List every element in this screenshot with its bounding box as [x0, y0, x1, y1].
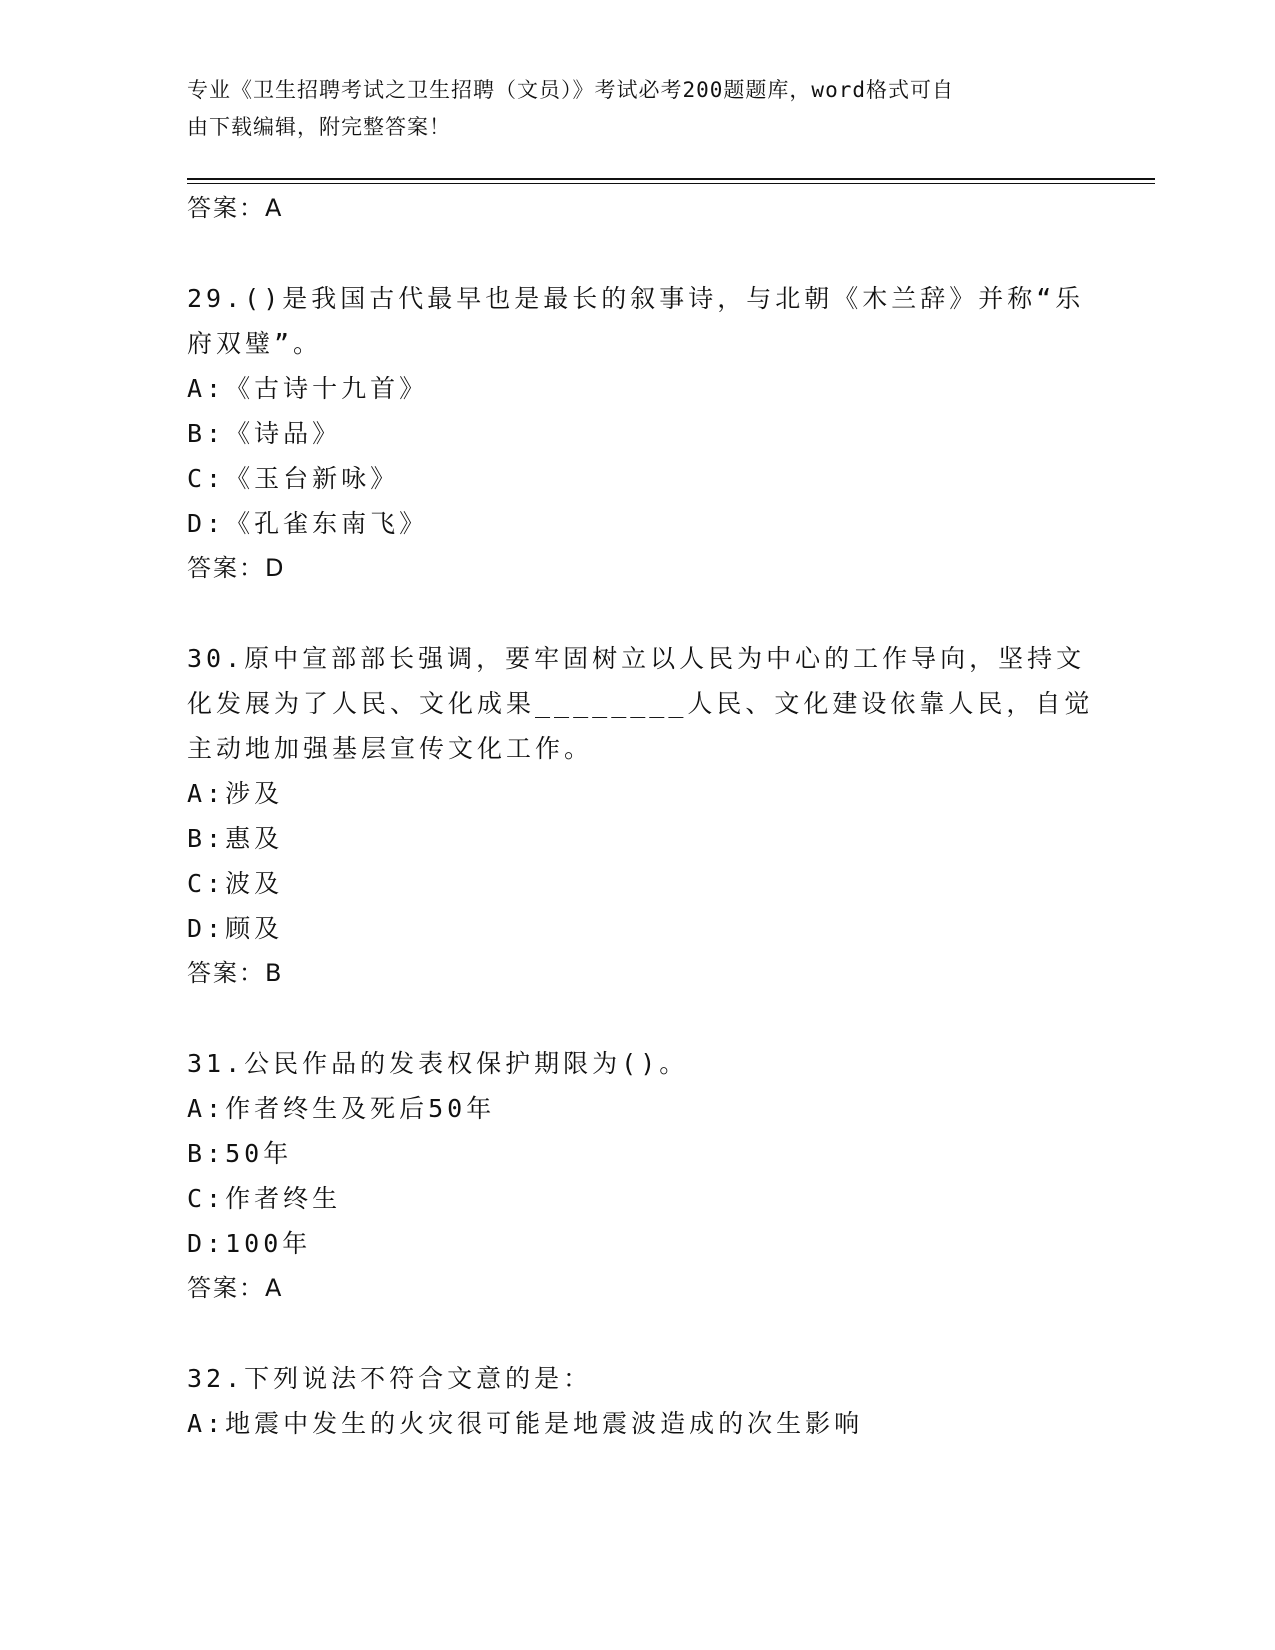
option-a: A:地震中发生的火灾很可能是地震波造成的次生影响: [187, 1409, 864, 1438]
option-c: C:作者终生: [187, 1184, 342, 1213]
option-d: D:顾及: [187, 914, 284, 943]
option-b: B:惠及: [187, 824, 284, 853]
answer: 答案：B: [187, 959, 284, 987]
option-d: D:100年: [187, 1229, 312, 1258]
question-29: [187, 276, 1087, 591]
option-a: A:作者终生及死后50年: [187, 1094, 496, 1123]
option-d: D:《孔雀东南飞》: [187, 509, 429, 538]
question-stem: 化发展为了人民、文化成果________人民、文化建设依靠人民，自觉: [187, 689, 1094, 718]
previous-answer: 答案：A: [187, 194, 284, 222]
option-c: C:波及: [187, 869, 284, 898]
question-32: [187, 1356, 1087, 1446]
option-b: B:50年: [187, 1139, 293, 1168]
option-a: A:涉及: [187, 779, 284, 808]
document-body: [187, 186, 1094, 1446]
question-stem: 31.公民作品的发表权保护期限为()。: [187, 1049, 689, 1078]
answer: 答案：A: [187, 1274, 284, 1302]
header-line-2: 由下载编辑，附完整答案！: [187, 115, 451, 139]
question-stem: 32.下列说法不符合文意的是：: [187, 1364, 593, 1393]
header-rule-thin: [187, 183, 1155, 184]
answer: 答案：D: [187, 554, 286, 582]
question-stem: 府双璧”。: [187, 329, 323, 358]
header-rule-thick: [187, 178, 1155, 180]
question-stem: 30.原中宣部部长强调，要牢固树立以人民为中心的工作导向，坚持文: [187, 644, 1086, 673]
question-31: [187, 1041, 1087, 1311]
option-a: A:《古诗十九首》: [187, 374, 429, 403]
header-line-1: 专业《卫生招聘考试之卫生招聘（文员）》考试必考200题题库，word格式可自: [187, 78, 954, 102]
document-header: [187, 72, 1067, 146]
question-stem: 主动地加强基层宣传文化工作。: [187, 734, 594, 763]
option-b: B:《诗品》: [187, 419, 342, 448]
question-stem: 29.()是我国古代最早也是最长的叙事诗，与北朝《木兰辞》并称“乐: [187, 284, 1085, 313]
option-c: C:《玉台新咏》: [187, 464, 400, 493]
question-30: [187, 636, 1094, 996]
